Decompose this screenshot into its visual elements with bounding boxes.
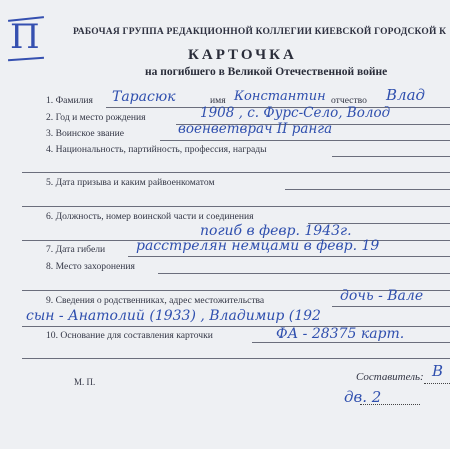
row9-line: [332, 306, 450, 307]
card-title: КАРТОЧКА: [188, 47, 297, 63]
conscription-label: 5. Дата призыва и каким райвоенкоматом: [46, 177, 215, 188]
row4b-line: [22, 172, 450, 173]
basis-value: ФА - 28375 карт.: [276, 326, 405, 342]
surname-value: Тарасюк: [112, 89, 176, 105]
position-value: погиб в февр. 1943г.: [200, 223, 352, 239]
rank-value: военветврач II ранга: [178, 121, 333, 137]
position-label: 6. Должность, номер воинской части и соединения: [46, 211, 254, 222]
relatives-label: 9. Сведения о родственниках, адрес местожительства: [46, 295, 265, 306]
date-value: дв. 2: [344, 388, 382, 406]
death-date-value: расстрелян немцами в февр. 19: [136, 238, 380, 254]
birth-value: 1908 , с. Фурс-Село, Волод: [200, 105, 391, 121]
relatives-value-2: сын - Анатолий (1933) , Владимир (192: [26, 308, 321, 324]
row4-line: [332, 156, 450, 157]
compiler-line: [424, 383, 450, 384]
row10-line: [252, 342, 450, 343]
organization-header: РАБОЧАЯ ГРУППА РЕДАКЦИОННОЙ КОЛЛЕГИИ КИЕВСКОЙ ГОРОДСКОЙ К: [73, 27, 447, 37]
basis-label: 10. Основание для составления карточки: [46, 330, 213, 341]
nationality-label: 4. Национальность, партийность, профессия, награды: [46, 144, 267, 155]
row10b-line: [22, 358, 450, 359]
birth-label: 2. Год и место рождения: [46, 112, 146, 123]
patronymic-label: отчество: [331, 95, 367, 106]
row8-line: [158, 273, 450, 274]
compiler-label: Составитель:: [356, 371, 424, 383]
death-date-label: 7. Дата гибели: [46, 244, 106, 255]
patronymic-value: Влад: [386, 86, 426, 104]
relatives-value: дочь - Вале: [340, 288, 424, 304]
rank-label: 3. Воинское звание: [46, 128, 125, 139]
stamp-place-label: М. П.: [74, 377, 96, 387]
date-line: [360, 404, 420, 405]
given-name-value: Константин: [234, 89, 326, 104]
roman-mark-underline: [8, 57, 44, 62]
surname-label: 1. Фамилия: [46, 95, 93, 106]
compiler-value: В: [432, 362, 444, 380]
row3-line: [160, 140, 450, 141]
row7-line: [128, 256, 450, 257]
card-subtitle: на погибшего в Великой Отечественной войне: [145, 66, 388, 78]
given-name-label: имя: [210, 95, 226, 106]
row5b-line: [22, 206, 450, 207]
roman-mark: П: [10, 17, 40, 57]
burial-label: 8. Место захоронения: [46, 261, 135, 272]
row5-line: [285, 189, 450, 190]
